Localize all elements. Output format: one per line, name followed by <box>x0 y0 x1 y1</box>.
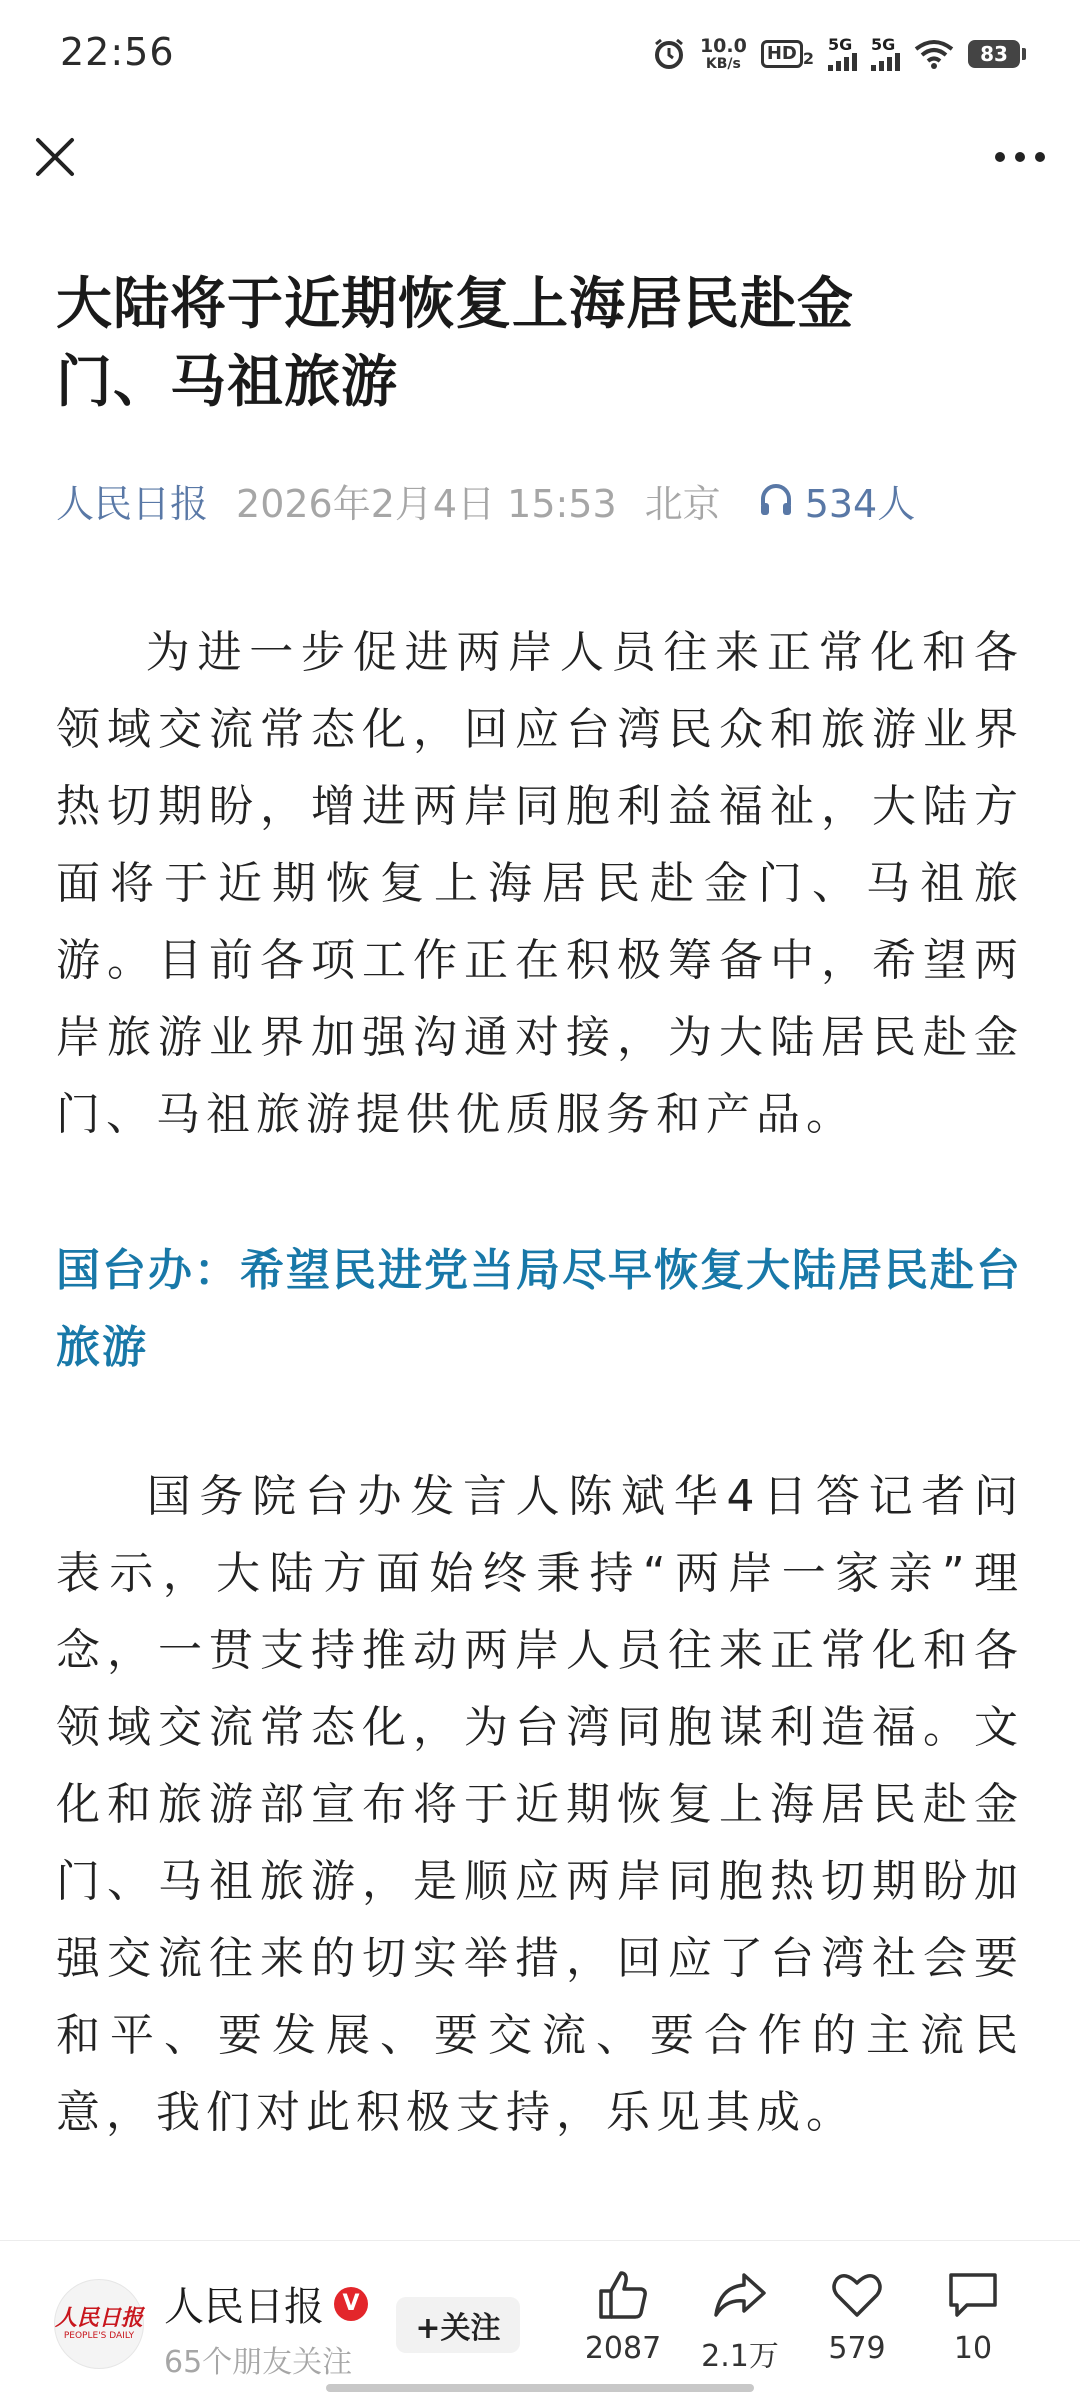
account-name: 人民日报 <box>164 2284 324 2330</box>
listener-count: 534人 <box>804 481 916 526</box>
friends-following: 65个朋友关注 <box>164 2345 353 2380</box>
speed-unit: KB/s <box>705 56 741 72</box>
favorite-count: 579 <box>828 2331 886 2366</box>
article-location: 北京 <box>644 481 721 526</box>
bottom-action-bar <box>0 2240 1080 2401</box>
status-time: 22:56 <box>60 30 175 74</box>
battery-icon: 83 <box>968 40 1020 68</box>
thumbs-up-icon <box>595 2267 651 2323</box>
status-icons <box>652 36 1020 72</box>
close-icon <box>30 132 80 182</box>
logo-text: 人民日报 <box>55 2305 144 2331</box>
article-source-link[interactable]: 人民日报 <box>56 481 209 526</box>
hd-sub: 2 <box>802 49 814 68</box>
more-dots-icon <box>990 132 1050 182</box>
account-avatar[interactable] <box>54 2279 144 2369</box>
listen-button[interactable] <box>757 473 916 528</box>
article-date: 2026年2月4日 15:53 <box>236 481 617 526</box>
speed-value: 10.0 <box>699 35 747 57</box>
signal-1-icon <box>828 37 857 71</box>
article-meta <box>56 470 915 530</box>
comment-button[interactable] <box>918 2267 1028 2366</box>
favorite-button[interactable] <box>802 2267 912 2366</box>
follow-button[interactable]: +关注 <box>396 2297 520 2353</box>
like-count: 2087 <box>584 2331 662 2366</box>
close-button[interactable] <box>30 132 80 182</box>
like-button[interactable] <box>568 2267 678 2366</box>
heart-icon <box>829 2267 885 2323</box>
article-paragraph-1 <box>56 614 1024 1153</box>
account-name-row[interactable] <box>164 2275 368 2332</box>
hd-label: HD <box>761 40 803 68</box>
share-count: 2.1万 <box>701 2339 779 2374</box>
verified-badge: V <box>334 2287 368 2321</box>
headphones-icon <box>757 481 795 519</box>
share-button[interactable] <box>685 2267 795 2375</box>
wifi-icon <box>914 39 954 69</box>
article-subheading: 国台办：希望民进党当局尽早恢复大陆居民赴台旅游 <box>56 1245 1022 1373</box>
share-icon <box>712 2267 768 2323</box>
comment-icon <box>945 2267 1001 2323</box>
article-title: 大陆将于近期恢复上海居民赴金门、马祖旅游 <box>56 272 854 415</box>
hd-voice-icon <box>761 40 814 68</box>
home-indicator[interactable] <box>326 2384 754 2392</box>
logo-sub: PEOPLE'S DAILY <box>63 2331 135 2341</box>
more-button[interactable] <box>990 132 1050 182</box>
top-nav <box>0 110 1080 210</box>
paragraph-2-text: 国务院台办发言人陈斌华4日答记者问表示，大陆方面始终秉持“两岸一家亲”理念，一贯支持推动两岸人员往来正常化和各领域交流常态化，为台湾同胞谋利造福。文化和旅游部宣布将于近期恢复上海居民赴金门、马祖旅游，是顺应两岸同胞热切期盼加强交流往来的切实举措，回应了台湾社会要和平、要发展、要交流、要合作的主流民意，我们对此积极支持，乐见其成。 <box>56 1471 1024 2138</box>
paragraph-1-text: 为进一步促进两岸人员往来正常化和各领域交流常态化，回应台湾民众和旅游业界热切期盼，增进两岸同胞利益福祉，大陆方面将于近期恢复上海居民赴金门、马祖旅游。目前各项工作正在积极筹备中，希望两岸旅游业界加强沟通对接，为大陆居民赴金门、马祖旅游提供优质服务和产品。 <box>56 627 1024 1140</box>
signal-2-icon <box>871 37 900 71</box>
signal-1-label: 5G <box>828 35 853 54</box>
comment-count: 10 <box>953 2331 993 2366</box>
signal-2-label: 5G <box>871 35 896 54</box>
status-bar <box>0 0 1080 110</box>
article-paragraph-2 <box>56 1458 1024 2151</box>
alarm-icon <box>652 37 686 71</box>
network-speed <box>700 36 747 72</box>
